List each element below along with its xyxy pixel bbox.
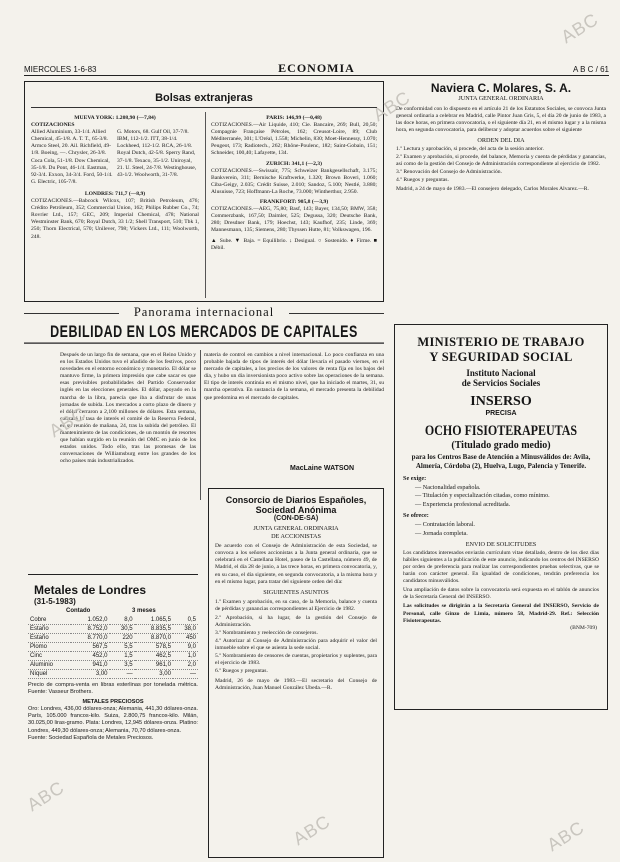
bolsas-right-column bbox=[211, 115, 377, 252]
consorcio-box bbox=[208, 488, 384, 858]
metal-cell: 1.065,5 bbox=[135, 616, 173, 625]
consorcio-items bbox=[209, 596, 383, 675]
naviera-agenda-item: 4.º Ruegos y preguntas. bbox=[396, 176, 449, 183]
abc-watermark: ABC bbox=[369, 86, 415, 126]
frankfurt-head: FRANKFORT: 905,8 (—3,9) bbox=[259, 199, 329, 206]
metal-row bbox=[28, 643, 198, 652]
paris-quotes: COTIZACIONES.—Air Liquide, 410; Cie. Bancaire, 269; Bull, 20,50; Compagnie Française Pétroles, 162; Creusot-Loire, 89; Club Méditerranée, 301; L'Oréal, 1.558; Michelin, 830; Moet-Hennessy, 1.070; Peugeot, 173; Radiotech., 262; Rhône-Poulenc, 182; Saint-Gobain, 151; Schneider, 100,40; Lafayette, 134. bbox=[211, 122, 377, 157]
consorcio-agenda-item: 1.º Examen y aprobación, en su caso, de la Memoria, balance y cuenta de pérdidas y ganancias correspondientes al Ejercicio de 1982. bbox=[215, 599, 377, 613]
ministerio-line2: Y SEGURIDAD SOCIAL bbox=[429, 350, 573, 364]
naviera-orden: ORDEN DEL DIA bbox=[477, 136, 525, 144]
ny-cot-label: COTIZACIONES bbox=[31, 122, 75, 129]
metal-cell: 450 bbox=[173, 634, 198, 643]
metal-cell: 5,5 bbox=[110, 643, 135, 652]
consorcio-asuntos-title: SIGUIENTES ASUNTOS bbox=[263, 588, 329, 596]
exige-list bbox=[395, 484, 607, 509]
consorcio-agenda-item: 6.º Ruegos y preguntas. bbox=[215, 668, 268, 675]
naviera-intro: De conformidad con lo dispuesto en el artículo 21 de los Estatutos Sociales, se convoca Junta general ordinaria a celebrar en Madrid, calle Pintor Juan Gris, 5, el día 20 de junio de 1983, a las doce horas, en primera convocatoria, o el siguiente día 21, en el mismo lugar y a la misma hora, en segunda convocatoria, para deliberar y adoptar acuerdos sobre el siguiente bbox=[396, 105, 606, 133]
consorcio-intro: De acuerdo con el Consejo de Administración de esta Sociedad, se convoca a los señores accionistas a la Junta general ordinaria, que se celebrará en el Castellana Hotel, paseo de la Castellana, número 49, de Madrid, el día 28 de junio, a las trece horas, en primera convocatoria, y, en su caso, el día siguiente, en segunda convocatoria, a la misma hora y en el mismo lugar, para tratar del siguiente orden del día: bbox=[215, 543, 377, 585]
metal-cell: 578,5 bbox=[135, 643, 173, 652]
ministerio-ocho: OCHO FISIOTERAPEUTAS bbox=[424, 421, 578, 439]
naviera-title: Naviera C. Molares, S. A. bbox=[430, 81, 572, 95]
metal-cell: 220 bbox=[110, 634, 135, 643]
metal-cell: 8,0 bbox=[110, 616, 135, 625]
metales-title: Metales de Londres bbox=[34, 583, 147, 597]
metal-cell: 2,0 bbox=[173, 661, 198, 670]
section-title: ECONOMIA bbox=[278, 61, 355, 75]
paris-head: PARIS: 146,99 (—0,48) bbox=[266, 115, 322, 121]
ministerio-line4: de Servicios Sociales bbox=[461, 378, 541, 388]
metal-cell: — bbox=[173, 670, 198, 679]
metal-cell: 941,0 bbox=[71, 661, 109, 670]
panorama-band-title: Panorama internacional bbox=[119, 305, 289, 320]
exige-item: — Titulación y especialización citadas, como mínimo. bbox=[415, 492, 550, 500]
direccion-text: Las solicitudes se dirigirán a la Secretaría General del INSERSO, Servicio de Personal, calle Ginzo de Limia, número 58, Madrid-29. Ref.: Selección Fisioterapeutas. bbox=[403, 603, 599, 624]
page-number: A B C / 61 bbox=[572, 65, 609, 74]
zurich-head: ZURICH: 341,1 (—2,3) bbox=[266, 160, 322, 167]
metal-cell: 38,0 bbox=[173, 625, 198, 634]
bolsas-title: Bolsas extranjeras bbox=[31, 82, 377, 108]
col-3meses: 3 meses bbox=[132, 608, 156, 614]
metal-cell: 452,0 bbox=[71, 652, 109, 661]
metal-cell: Cinc bbox=[28, 652, 71, 661]
exige-title: Se exige: bbox=[403, 475, 427, 482]
ny-quotes-1: Allied Aluminium, 33-1/4. Allied Chemical, 45-1/8. A. T. T., 65-3/8. Armco Steel, 20. Ail. Richfield, 49-1/8. Boeing, —. Chrysler, 26-3/8. Coca Cola, 51-1/8. Dow Chemical, 35-1/8. Du Pont, 46-1/4. Eastman, 92-3/4. Exxon, 34-3/4. Ford, 50-1/4. G. Electric, 105-7/8. bbox=[31, 129, 113, 185]
metal-cell: 961,0 bbox=[135, 661, 173, 670]
ministerio-precisa: PRECISA bbox=[485, 410, 517, 417]
naviera-subtitle: JUNTA GENERAL ORDINARIA bbox=[458, 95, 544, 102]
metal-cell: Estaño bbox=[28, 625, 71, 634]
naviera-agenda-item: 2.º Examen y aprobación, si procede, del balance, Memoria y cuenta de pérdidas y ganancias, así como de la gestión del Consejo de Administración correspondiente al ejercicio de 1982. bbox=[396, 153, 606, 167]
ofrece-item: — Jornada completa. bbox=[415, 529, 468, 537]
metal-cell: 567,5 bbox=[71, 643, 109, 652]
naviera-notice bbox=[396, 81, 606, 193]
metales-note: Precio de compra-venta en libras esterlinas por tonelada métrica. Fuente: Vasseur Brothers. bbox=[28, 682, 198, 696]
london-head: LONDRES: 711,7 (—8,9) bbox=[84, 190, 146, 197]
ofrece-item: — Contratación laboral. bbox=[415, 520, 475, 528]
envio-text: Los candidatos interesados enviarán currículum vitae detallado, dentro de los diez días hábiles siguientes a la publicación de este anuncio, indicando los centros del INSERSO por orden de preferencia para realizar las correspondientes pruebas selectivas, que se harán con carácter general. En igualdad de condiciones, tendrán preferencia los candidatos minusválidos. bbox=[403, 549, 599, 585]
consorcio-agenda-item: 4.º Autorizar al Consejo de Administración para adquirir el valor del inmueble sobre el que se asienta la sede social. bbox=[215, 637, 377, 651]
ministerio-box bbox=[394, 324, 608, 710]
metal-cell: 1,0 bbox=[173, 652, 198, 661]
preciosos-source: Fuente: Sociedad Española de Metales Preciosos. bbox=[28, 734, 154, 741]
consorcio-title: Consorcio de Diarios Españoles, Sociedad Anónima bbox=[225, 495, 367, 515]
abc-watermark: ABC bbox=[543, 816, 589, 856]
ministerio-centros: para los Centros Base de Atención a Minusválidos de: Avila, Almería, Córdoba (2), Huelva, Lugo, Palencia y Tenerife. bbox=[411, 453, 591, 470]
metal-row bbox=[28, 652, 198, 661]
exige-item: — Nacionalidad española. bbox=[415, 483, 481, 491]
ny-quotes-2: G. Motors, 68. Gulf Oil, 37-7/8. IBM, 112-1/2. ITT, 38-1/4. Lockheed, 112-1/2. RCA, 26-1/8. Royal Dutch, 42-5/8. Sperry Rand, 37-1/8. Texaco, 35-1/2. Uniroyal, 21. U. Steel, 24-7/8. Westinghouse, 43-1/2. Woolworth, 31-7/8. bbox=[117, 129, 197, 178]
metal-cell: 9,0 bbox=[173, 643, 198, 652]
envio-title: ENVIO DE SOLICITUDES bbox=[465, 541, 537, 549]
abc-watermark: ABC bbox=[45, 402, 91, 442]
metal-cell: 3,5 bbox=[110, 661, 135, 670]
bolsas-extranjeras-box bbox=[24, 81, 384, 302]
metal-cell: 8.870,0 bbox=[135, 634, 173, 643]
consorcio-sub1: JUNTA GENERAL ORDINARIA bbox=[253, 525, 339, 532]
col-contado: Contado bbox=[66, 608, 91, 614]
consorcio-agenda-item: 2.º Aprobación, si ha lugar, de la gestión del Consejo de Administración. bbox=[215, 614, 377, 628]
bolsas-left-column bbox=[31, 115, 199, 241]
metal-row bbox=[28, 616, 198, 625]
naviera-agenda-item: 1.º Lectura y aprobación, si procede, del acta de la sesión anterior. bbox=[396, 145, 544, 152]
naviera-agenda-item: 3.º Renovación del Consejo de Administración. bbox=[396, 168, 502, 175]
abc-watermark: ABC bbox=[23, 776, 69, 816]
consorcio-abbr: (CON-DE-SA) bbox=[273, 515, 319, 522]
abc-watermark: ABC bbox=[289, 810, 335, 850]
consorcio-closing: Madrid, 26 de mayo de 1983.—El secretario del Consejo de Administración, Juan Manuel González Ubeda.—R. bbox=[215, 678, 377, 692]
metal-cell: — bbox=[110, 670, 135, 679]
ministerio-ref: (BNM-709) bbox=[570, 624, 597, 631]
metal-cell: Níquel bbox=[28, 670, 71, 679]
panorama-body-left: Después de un largo fin de semana, que en el Reino Unido y en los Estados Unidos tuvo el añadido de los festivos, poco novedades en el entorno económico y monetario. El dólar se mantuvo firme, la primera impresión que cabe sacar es que esas previsibles probabilidades del Partido Conservador inglés en las elecciones generales. El dólar, apoyado en la marcha de la libra, parecía que iba a disfrutar de unas jornadas de subida. Los mercados a corto plazo de dinero y el dólar cerraron a 2,100 millones de dólares. Esta semana, cotizará la tasa de interés el comité de la Reserva Federal, en su reunión de mañana, 24, tras la subida del petróleo. El mantenimiento de las condiciones, de un montón de resortes que habían surgido en la reunión del OMC en junio de los estados unidos. Todo ello, tras las promesas de las conversaciones de Williamsburg entre los grandes de los ocho países más industrializados. bbox=[60, 352, 196, 465]
metal-cell: 1,5 bbox=[110, 652, 135, 661]
panorama-signature: MacLaine WATSON bbox=[290, 465, 355, 472]
metal-cell: 0,5 bbox=[173, 616, 198, 625]
london-quotes: COTIZACIONES.—Babcock Wilcox, 107; British Petroleum, 476; Crédito Petróleum, 352; Commercial Union, 162; Philips Rubber Co., 74; Rovrier Ltd., 157; GEC, 209; Imperial Chemical, 478; National Westminster Bank, 670; Royal Dutch, 33 1/2; Shell Transport, 510; Tbk 1, 250; Thorn Electrical, 570; Unilever, 798; Vickers Ltd., 111; Woolworth, 248. bbox=[31, 198, 199, 240]
metal-cell: Estaño bbox=[28, 634, 71, 643]
metal-row bbox=[28, 634, 198, 643]
panorama-headline: DEBILIDAD EN LOS MERCADOS DE CAPITALES bbox=[24, 322, 384, 344]
metales-table bbox=[28, 616, 198, 679]
naviera-closing: Madrid, a 24 de mayo de 1983.—El consejero delegado, Carlos Morales Alvarez.—R. bbox=[396, 186, 589, 193]
metal-row bbox=[28, 661, 198, 670]
ofrece-title: Se ofrece: bbox=[403, 512, 429, 520]
consorcio-sub2: DE ACCIONISTAS bbox=[271, 532, 321, 540]
header-date: MIERCOLES 1-6-83 bbox=[24, 65, 97, 74]
ampliacion-text: Una ampliación de datos sobre la convocatoria será expuesta en el tablón de anuncios de la Secretaría General del INSERSO. bbox=[403, 587, 599, 601]
panorama-body-right: materia de control en cambios a nivel internacional. Lo poco confianza en una probable bajada de tipos de interés del dólar llevaría el pasado viernes, en el mercado de capitales, a los precios de los valores de renta fija en los bajos del día, y hubo un día inversionista poco activo sobre las operaciones de la semana. El tipo de interés continúa en el mismo nivel, que ha iniciado el martes, 31, su marcha operativa. En sustancia de la semana, el mercado presenta la debilidad que predomina en el mercado de capitales. bbox=[204, 352, 384, 401]
ministerio-inserso: INSERSO bbox=[470, 394, 532, 409]
ofrece-list bbox=[395, 521, 607, 537]
metal-cell: 8.770,0 bbox=[71, 634, 109, 643]
metal-cell: Cobre bbox=[28, 616, 71, 625]
metal-cell: 8.752,0 bbox=[71, 625, 109, 634]
exige-item: — Experiencia profesional acreditada. bbox=[415, 500, 511, 508]
metal-cell: 8.835,5 bbox=[135, 625, 173, 634]
metal-cell: 30,5 bbox=[110, 625, 135, 634]
metales-date: (31-5-1983) bbox=[34, 597, 76, 606]
metal-cell: 462,5 bbox=[135, 652, 173, 661]
zurich-quotes: COTIZACIONES.—Swissair, 775; Schweizer Bankgesellschaft, 3.175; Bankverein, 311; Bernische Kraftwerke, 1.320; Brown Boveri, 1.060; Ciba-Geigy, 2.035; Crédit Suisse, 2.010; Sandoz, 5.100; Nestlé, 3.880; Alusuisse, 723; Hoffmann-La Roche, 73.000; Wintherthur, 2.950. bbox=[211, 167, 377, 195]
consorcio-agenda-item: 5.º Nombramiento de censores de cuentas, propietarios y suplentes, para el ejercicio de 1983. bbox=[215, 653, 377, 667]
preciosos-text: Oro: Londres, 436,00 dólares-onza; Alemania, 441,30 dólares-onza. París, 105.000 francos-kilo. Suiza, 2.800,75 francos-kilo. Milán, 30.025,00 liras-gramo. Plata: Londres, 12,945 dólares-onza. Platino: Londres, 449,30 dólares-onza; Alemania, 70,70 dólares-onza. bbox=[28, 706, 198, 734]
metal-row bbox=[28, 670, 198, 679]
preciosos-title: METALES PRECIOSOS bbox=[82, 699, 144, 706]
panorama-band bbox=[24, 306, 384, 320]
abc-watermark: ABC bbox=[557, 8, 603, 48]
page-header bbox=[24, 63, 609, 76]
ministerio-line3: Instituto Nacional bbox=[466, 368, 536, 378]
metal-cell: 3,00 bbox=[71, 670, 109, 679]
metal-cell: Aluminio bbox=[28, 661, 71, 670]
quote-legend: ▲ Sube. ▼ Baja. = Equilibrio. ↓ Desigual. ○ Sostenido. ♦ Firme. ■ Débil. bbox=[211, 237, 377, 251]
ministerio-titulado: (Titulado grado medio) bbox=[451, 440, 551, 451]
metal-cell: 1.052,0 bbox=[71, 616, 109, 625]
metal-cell: 3,00 bbox=[135, 670, 173, 679]
ministerio-line1: MINISTERIO DE TRABAJO bbox=[417, 335, 585, 349]
naviera-items bbox=[396, 146, 606, 184]
consorcio-agenda-item: 3.º Nombramiento y reelección de consejeros. bbox=[215, 629, 318, 636]
metal-row bbox=[28, 625, 198, 634]
frankfurt-quotes: COTIZACIONES.—AEG, 75,80; Basf, 143; Bayer, 134,50; BMW, 358; Commerzbank, 167,50; Daimler, 525; Degussa, 320; Deutsche Bank, 280; Dresdner Bank, 179; Hoechst, 143; Kaufhof, 235; Linde, 369; Mannesmann, 135; Siemens, 280; Thyssen Hutte, 81; Volkswagen, 196. bbox=[211, 206, 377, 234]
metal-cell: Plomo bbox=[28, 643, 71, 652]
ny-head: MUEVA YORK: 1.208,90 (—7,84) bbox=[74, 115, 156, 121]
